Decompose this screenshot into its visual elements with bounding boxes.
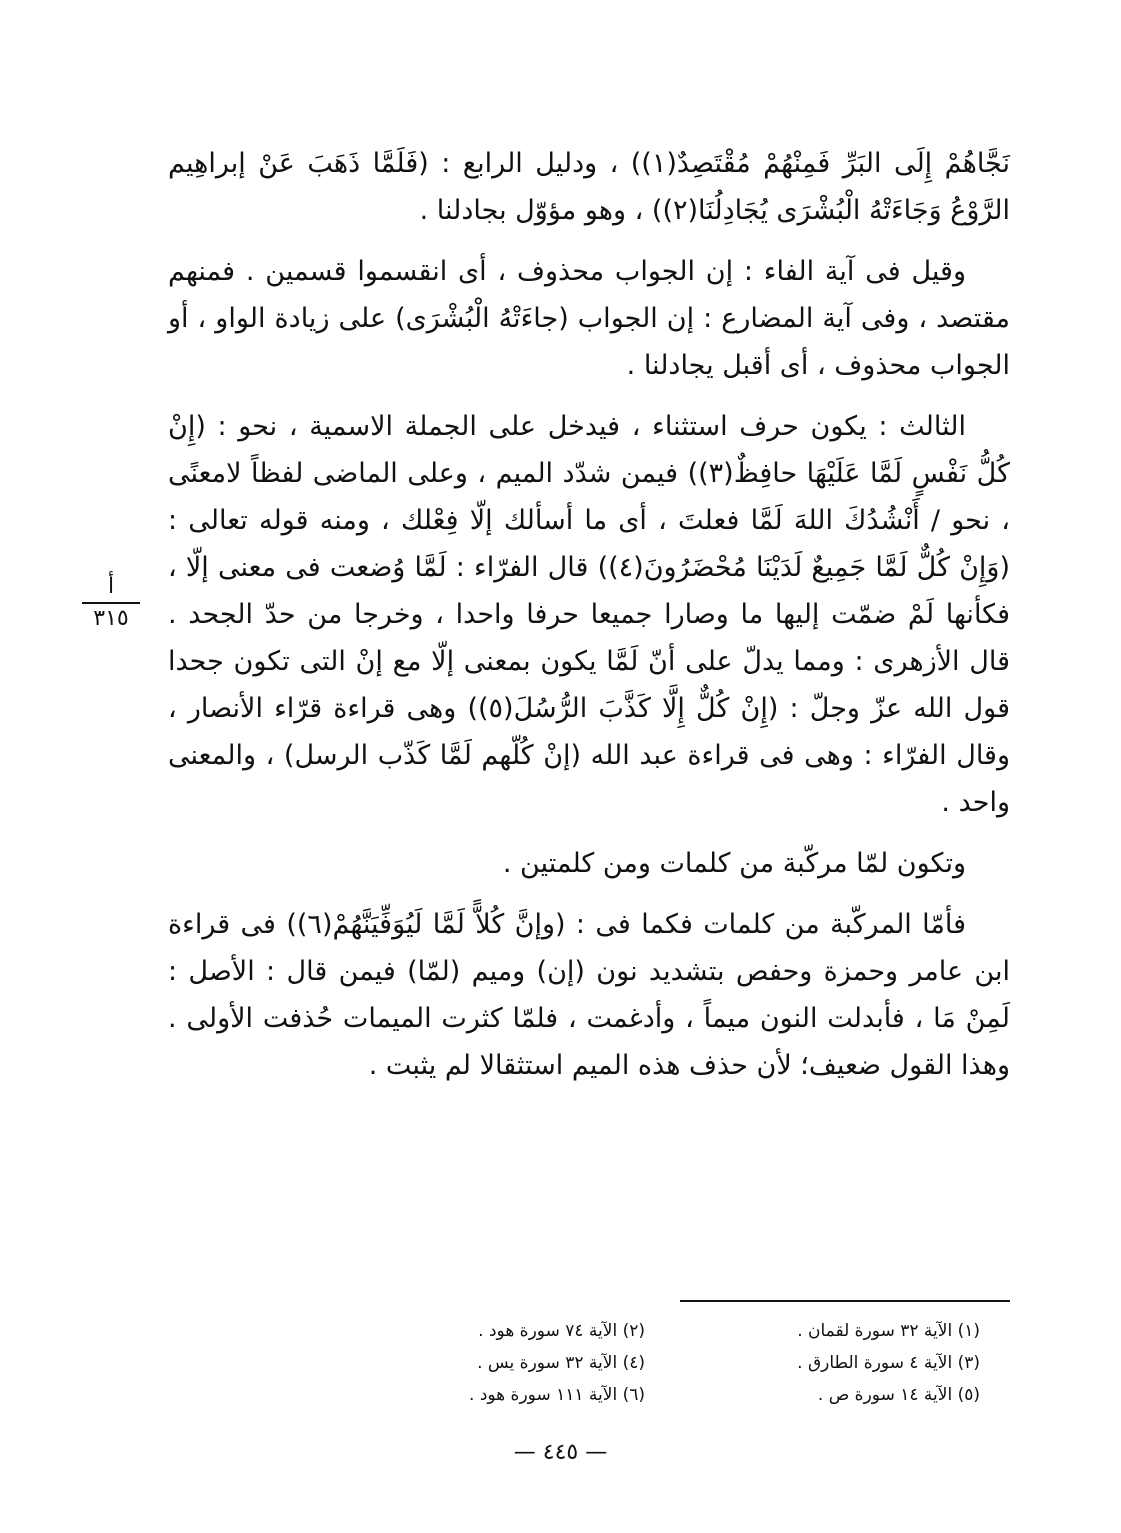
manuscript-folio-note (82, 574, 140, 632)
footnote-6: (٦) الآية ١١١ سورة هود . (469, 1385, 645, 1405)
footnotes (340, 1318, 980, 1408)
page-number: — ٤٤٥ — (513, 1440, 608, 1465)
folio-letter: أ (82, 574, 140, 604)
paragraph-5: فأمّا المركّبة من كلمات فكما فى : (وإنَّ كُلاًّ لَمَّا لَيُوَفِّيَنَّهُمْ(٦)) فى قراءة ابن عامر وحمزة وحفص بتشديد نون (إن) وميم (لمّا) فيمن قال : الأصل : لَمِنْ مَا ، فأبدلت النون ميماً ، وأدغمت ، فلمّا كثرت الميمات حُذفت الأولى . وهذا القول ضعيف؛ لأن حذف هذه الميم استثقالا لم يثبت . (168, 909, 1010, 1081)
footnote-2: (٢) الآية ٧٤ سورة هود . (478, 1321, 645, 1341)
paragraph-1: نَجَّاهُمْ إِلَى البَرِّ فَمِنْهُمْ مُقْتَصِدٌ(١)) ، ودليل الرابع : (فَلَمَّا ذَهَبَ عَنْ إبراهِيم الرَّوْعُ وَجَاءَتْهُ الْبُشْرَى يُجَادِلُنَا(٢)) ، وهو مؤوّل بجادلنا . (168, 148, 1011, 226)
main-text (168, 140, 1010, 1103)
footnote-divider (680, 1300, 1010, 1302)
footnote-3: (٣) الآية ٤ سورة الطارق . (797, 1353, 980, 1373)
footnote-5: (٥) الآية ١٤ سورة ص . (817, 1385, 980, 1405)
folio-number: ٣١٥ (93, 606, 129, 631)
footnote-4: (٤) الآية ٣٢ سورة يس . (477, 1353, 645, 1373)
paragraph-3: الثالث : يكون حرف استثناء ، فيدخل على الجملة الاسمية ، نحو : (إِنْ كُلُّ نَفْسٍ لَمَّا عَلَيْهَا حافِظٌ(٣)) فيمن شدّد الميم ، وعلى الماضى لفظاً لامعنًى ، نحو / أَنْشُدُكَ اللهَ لَمَّا فعلتَ ، أى ما أسألك إلّا فِعْلك ، ومنه قوله تعالى : (وَإِنْ كُلٌّ لَمَّا جَمِيعٌ لَدَيْنَا مُحْضَرُونَ(٤)) قال الفرّاء : لَمَّا وُضعت فى معنى إلّا ، فكأنها لَمْ ضمّت إليها ما وصارا جميعا حرفا واحدا ، وخرجا من حدّ الجحد . قال الأزهرى : ومما يدلّ على أنّ لَمَّا يكون بمعنى إلّا مع إنْ التى تكون جحدا قول الله عزّ وجلّ : (إِنْ كُلٌّ إِلَّا كَذَّبَ الرُّسُلَ(٥)) وهى قراءة قرّاء الأنصار ، وقال الفرّاء : وهى فى قراءة عبد الله (إنْ كُلّهم لَمَّا كَذّب الرسل) ، والمعنى واحد . (168, 411, 1010, 818)
footnote-1: (١) الآية ٣٢ سورة لقمان . (797, 1321, 980, 1341)
paragraph-2: وقيل فى آية الفاء : إن الجواب محذوف ، أى انقسموا قسمين . فمنهم مقتصد ، وفى آية المضارع : إن الجواب (جاءَتْهُ الْبُشْرَى) على زيادة الواو ، أو الجواب محذوف ، أى أقبل يجادلنا . (168, 256, 1010, 381)
paragraph-4: وتكون لمّا مركّبة من كلمات ومن كلمتين . (502, 848, 966, 879)
